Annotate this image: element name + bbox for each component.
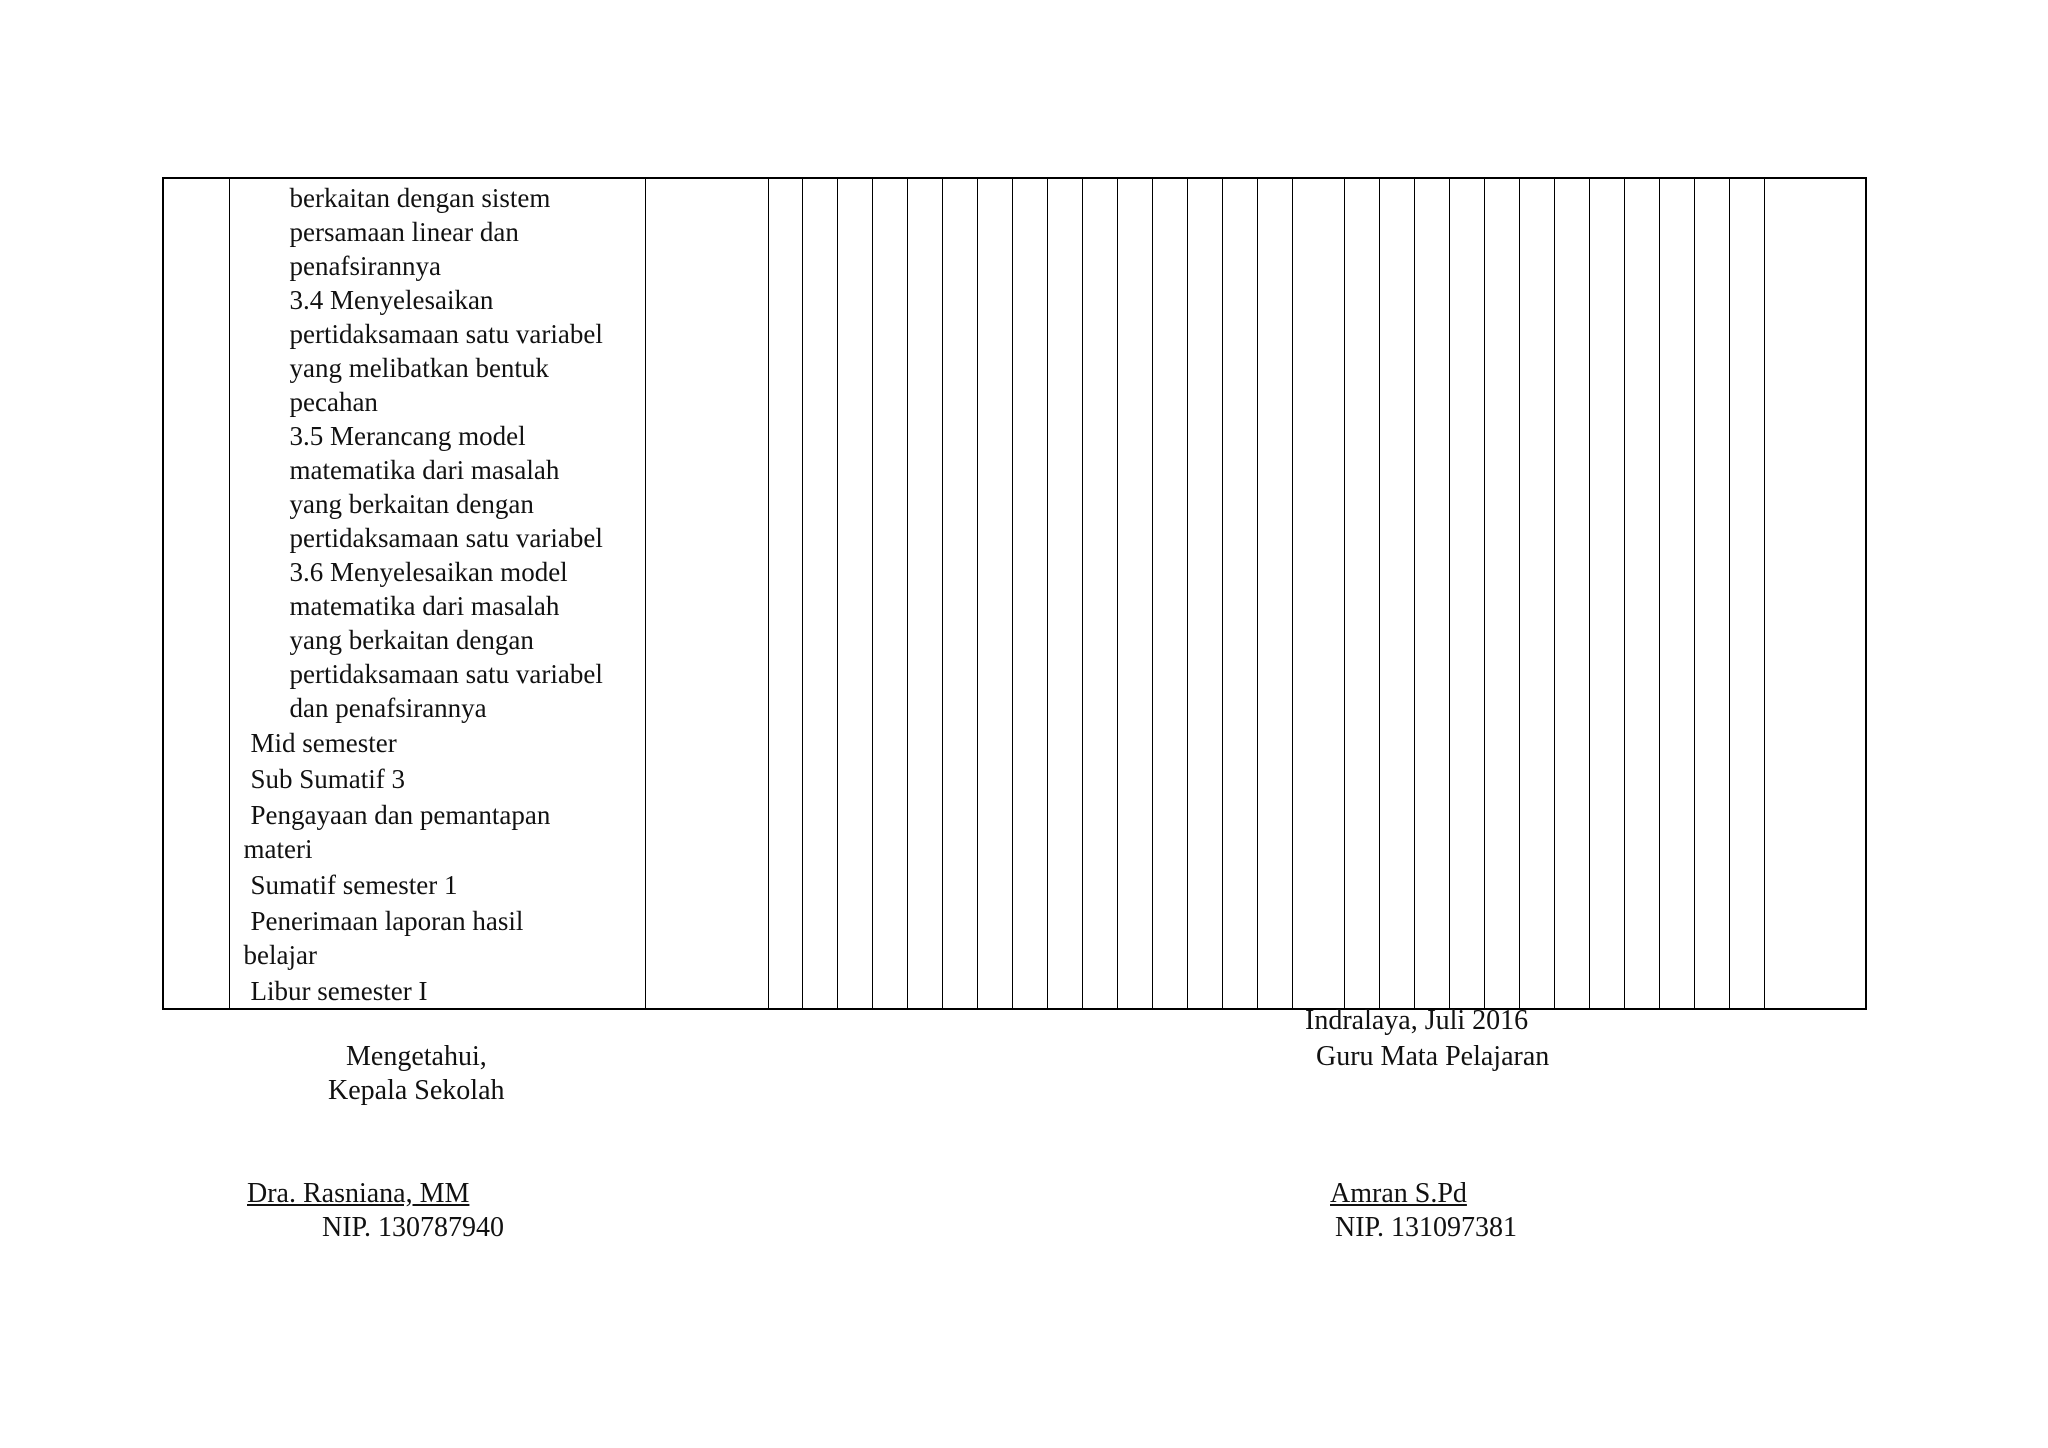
empty-cell xyxy=(1519,178,1554,1009)
empty-cell xyxy=(837,178,872,1009)
empty-cell xyxy=(1152,178,1187,1009)
content-line: pertidaksamaan satu variabel xyxy=(289,319,603,349)
teacher-name: Amran S.Pd xyxy=(1330,1178,1467,1209)
empty-cell xyxy=(802,178,837,1009)
empty-cell xyxy=(1292,178,1344,1009)
content-line: matematika dari masalah xyxy=(289,455,560,485)
empty-cell xyxy=(1449,178,1484,1009)
principal-title: Kepala Sekolah xyxy=(328,1075,505,1106)
empty-cell xyxy=(1117,178,1152,1009)
empty-cell xyxy=(1554,178,1589,1009)
schedule-table xyxy=(162,177,1867,1010)
empty-cell xyxy=(768,178,802,1009)
empty-cell xyxy=(1082,178,1117,1009)
content-line: 3.5 Merancang model xyxy=(289,421,526,451)
empty-cell xyxy=(1414,178,1449,1009)
empty-cell xyxy=(1764,178,1866,1009)
empty-cell xyxy=(942,178,977,1009)
content-line: Pengayaan dan pemantapan xyxy=(250,800,551,830)
empty-cell xyxy=(1257,178,1292,1009)
empty-cell xyxy=(907,178,942,1009)
content-line: Sub Sumatif 3 xyxy=(250,764,406,794)
empty-cell xyxy=(1047,178,1082,1009)
content-line: pecahan xyxy=(289,387,378,417)
empty-cell xyxy=(1624,178,1659,1009)
principal-nip: NIP. 130787940 xyxy=(322,1212,505,1243)
content-line: Sumatif semester 1 xyxy=(250,870,458,900)
content-line: pertidaksamaan satu variabel xyxy=(289,523,603,553)
content-line: Libur semester I xyxy=(250,976,428,1006)
content-line: yang melibatkan bentuk xyxy=(289,353,549,383)
content-line: pertidaksamaan satu variabel xyxy=(289,659,603,689)
number-cell xyxy=(163,178,229,1009)
place-date: Indralaya, Juli 2016 xyxy=(1305,1005,1529,1036)
empty-cell xyxy=(1484,178,1519,1009)
empty-cell xyxy=(872,178,907,1009)
empty-cell xyxy=(1589,178,1624,1009)
empty-cell xyxy=(1694,178,1729,1009)
table-row xyxy=(163,178,1866,1009)
content-line: 3.4 Menyelesaikan xyxy=(289,285,494,315)
principal-name: Dra. Rasniana, MM xyxy=(247,1178,470,1209)
empty-cell xyxy=(1729,178,1764,1009)
content-line: matematika dari masalah xyxy=(289,591,560,621)
content-line: penafsirannya xyxy=(289,251,441,281)
content-line: Mid semester xyxy=(250,728,397,758)
content-line: persamaan linear dan xyxy=(289,217,519,247)
content-cell xyxy=(229,178,645,1009)
empty-cell xyxy=(1187,178,1222,1009)
empty-cell xyxy=(1222,178,1257,1009)
content-line: yang berkaitan dengan xyxy=(289,489,534,519)
acknowledged-label: Mengetahui, xyxy=(346,1041,487,1072)
teacher-title: Guru Mata Pelajaran xyxy=(1316,1041,1550,1072)
content-line: berkaitan dengan sistem xyxy=(289,183,551,213)
empty-cell xyxy=(1012,178,1047,1009)
content-line: belajar xyxy=(243,940,317,970)
empty-cell xyxy=(1344,178,1379,1009)
content-line: 3.6 Menyelesaikan model xyxy=(289,557,568,587)
empty-cell xyxy=(977,178,1012,1009)
content-line: yang berkaitan dengan xyxy=(289,625,534,655)
content-line: dan penafsirannya xyxy=(289,693,487,723)
empty-cell xyxy=(645,178,768,1009)
content-line: materi xyxy=(243,834,313,864)
content-line: Penerimaan laporan hasil xyxy=(250,906,524,936)
empty-cell xyxy=(1379,178,1414,1009)
teacher-nip: NIP. 131097381 xyxy=(1335,1212,1518,1243)
empty-cell xyxy=(1659,178,1694,1009)
